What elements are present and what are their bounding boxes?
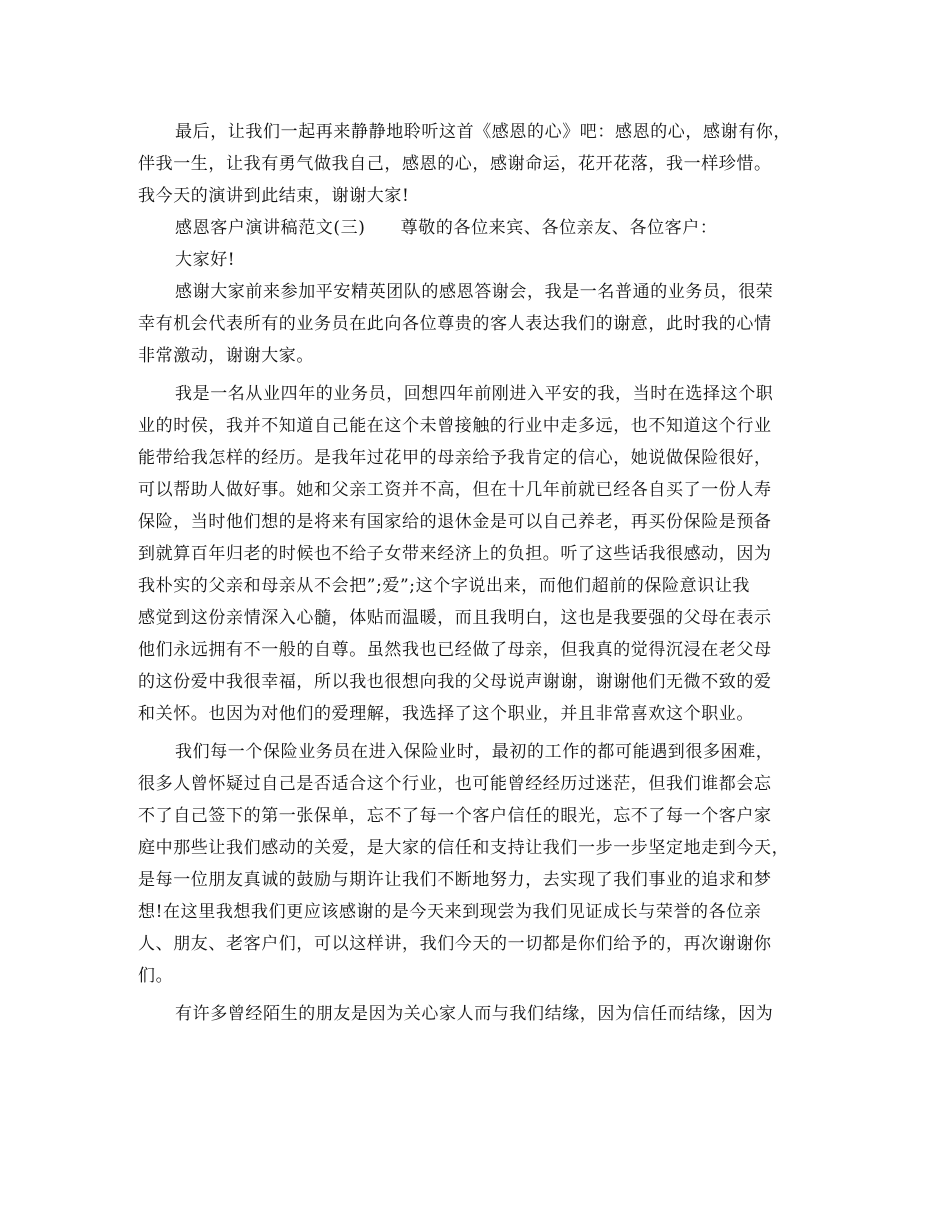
text-line: 能带给我怎样的经历。是我年过花甲的母亲给予我肯定的信心，她说做保险很好，	[138, 448, 772, 468]
text-line: 最后，让我们一起再来静静地聆听这首《感恩的心》吧：感恩的心，感谢有你，	[175, 122, 791, 142]
text-line: 是每一位朋友真诚的鼓励与期许让我们不断地努力，去实现了我们事业的追求和梦	[138, 870, 772, 890]
text-line: 我是一名从业四年的业务员，回想四年前刚进入平安的我，当时在选择这个职	[175, 384, 774, 404]
text-line: 人、朋友、老客户们，可以这样讲，我们今天的一切都是你们给予的，再次谢谢你	[138, 934, 772, 954]
text-line: 感谢大家前来参加平安精英团队的感恩答谢会，我是一名普通的业务员，很荣	[175, 282, 774, 302]
text-line: 可以帮助人做好事。她和父亲工资并不高，但在十几年前就已经各自买了一份人寿	[138, 480, 772, 500]
text-line: 和关怀。也因为对他们的爱理解，我选择了这个职业，并且非常喜欢这个职业。	[138, 704, 754, 724]
text-line: 到就算百年归老的时候也不给子女带来经济上的负担。听了这些话我很感动，因为	[138, 544, 772, 564]
document-body	[138, 116, 810, 1030]
text-line: 我朴实的父亲和母亲从不会把”;爱”;这个字说出来，而他们超前的保险意识让我	[138, 576, 751, 596]
text-line: 们。	[138, 966, 174, 986]
text-line: 我们每一个保险业务员在进入保险业时，最初的工作的都可能遇到很多困难，	[175, 742, 774, 762]
text-line: 的这份爱中我很幸福，所以我也很想向我的父母说声谢谢，谢谢他们无微不致的爱	[138, 672, 772, 692]
text-line: 我今天的演讲到此结束，谢谢大家!	[138, 186, 410, 206]
text-line: 伴我一生，让我有勇气做我自己，感恩的心，感谢命运，花开花落，我一样珍惜。	[138, 154, 772, 174]
greeting: 大家好!	[175, 250, 236, 270]
text-line: 保险，当时他们想的是将来有国家给的退休金是可以自己养老，再买份保险是预备	[138, 512, 772, 532]
section-heading: 感恩客户演讲稿范文(三) 尊敬的各位来宾、各位亲友、各位客户：	[175, 218, 718, 238]
text-line: 感觉到这份亲情深入心髓，体贴而温暖，而且我明白，这也是我要强的父母在表示	[138, 608, 772, 628]
text-line: 很多人曾怀疑过自己是否适合这个行业，也可能曾经经历过迷茫，但我们谁都会忘	[138, 774, 772, 794]
text-line: 业的时侯，我并不知道自己能在这个未曾接触的行业中走多远，也不知道这个行业	[138, 416, 772, 436]
text-line: 有许多曾经陌生的朋友是因为关心家人而与我们结缘，因为信任而结缘，因为	[175, 1004, 774, 1024]
text-line: 不了自己签下的第一张保单，忘不了每一个客户信任的眼光，忘不了每一个客户家	[138, 806, 772, 826]
text-line: 庭中那些让我们感动的关爱，是大家的信任和支持让我们一步一步坚定地走到今天，	[138, 838, 790, 858]
text-line: 非常激动，谢谢大家。	[138, 346, 314, 366]
text-line: 幸有机会代表所有的业务员在此向各位尊贵的客人表达我们的谢意，此时我的心情	[138, 314, 772, 334]
text-line: 他们永远拥有不一般的自尊。虽然我也已经做了母亲，但我真的觉得沉浸在老父母	[138, 640, 772, 660]
text-line: 想!在这里我想我们更应该感谢的是今天来到现尝为我们见证成长与荣誉的各位亲	[138, 902, 762, 922]
